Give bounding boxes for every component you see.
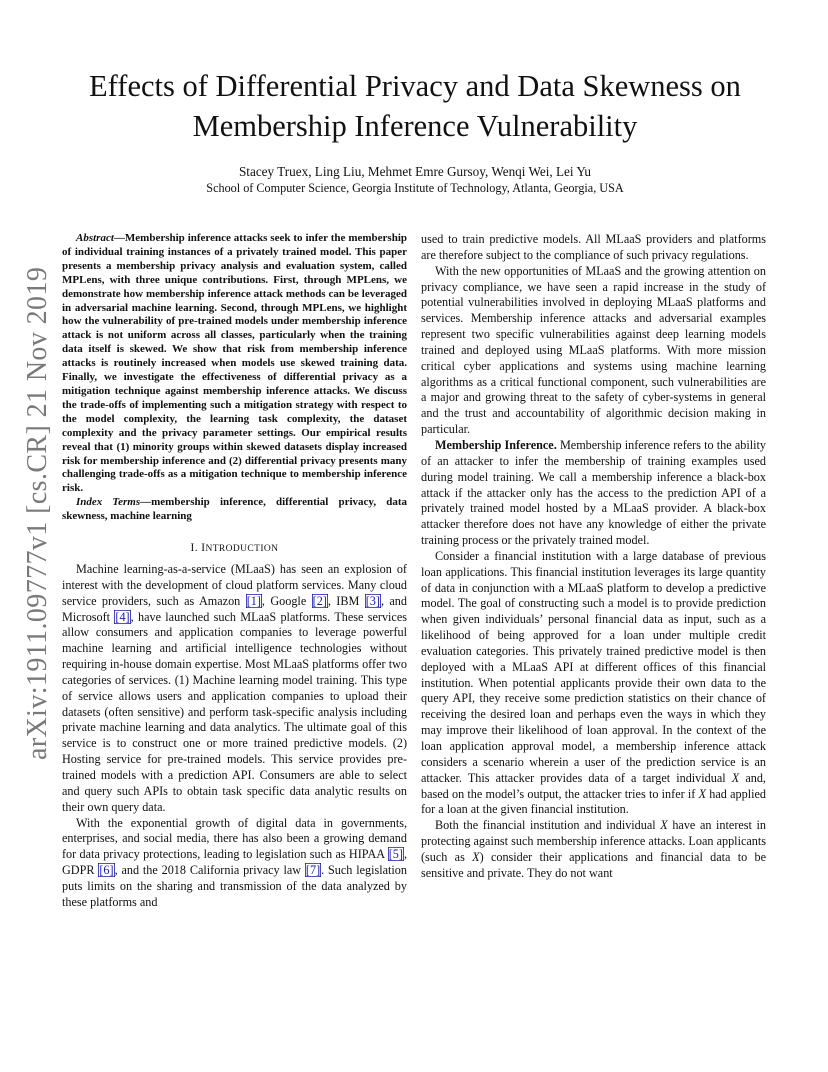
index-terms (62, 496, 407, 524)
abstract-text: —Membership inference attacks seek to infer the membership of individual training instances of a privately trained model. This paper presents a membership privacy analysis and evaluation system, called MPLens, with three unique contributions. First, through MPLens, we demonstrate how membership inference attack methods can be leveraged in adversarial machine learning. Second, through MPLens, we highlight how the vulnerability of pre-trained models under membership inference attack is not uniform across all classes, particularly when the training data itself is skewed. We show that risk from membership inference attacks is routinely increased when models use skewed training data. Finally, we investigate the effectiveness of differential privacy as a mitigation technique against membership inference attacks. We discuss the trade-offs of implementing such a mitigation strategy with respect to the model complexity, the learning task complexity, the dataset complexity and the privacy parameter settings. Our empirical results reveal that (1) minority groups within skewed datasets display increased risk for membership inference and (2) differential privacy presents many challenging trade-offs as a mitigation technique to membership inference risk. (62, 232, 407, 495)
index-terms-label: Index Terms (76, 496, 141, 509)
citation-link[interactable]: [ 3 ] (365, 594, 381, 608)
citation-link[interactable]: [ 2 ] (312, 594, 328, 608)
intro-paragraph-4: With the new opportunities of MLaaS and the growing attention on privacy compliance, we have seen a rapid increase in the study of potential vulnerabilities involved in deploying MLaaS platforms and services. Membership inference attacks and adversarial examples represent two specific vulnerabilities against deep learning models trained and deployed using MLaaS platforms. With more mission critical cyber applications and systems using machine learning algorithms as a critical functional component, such vulnerabilities are a major and growing threat to the safety of cyber-systems in general and the trust and accountability of algorithmic decision making in particular. (421, 263, 766, 437)
math-variable: X (660, 818, 668, 833)
paragraph-lead: Membership Inference. (435, 437, 557, 452)
arxiv-identifier: arXiv:1911.09777v1 [cs.CR] 21 Nov 2019 (22, 266, 53, 760)
math-variable: X (472, 849, 480, 864)
intro-paragraph-2: With the exponential growth of digital data in governments, enterprises, and social media, there has also been a growing demand for data privacy protections, leading to legislation such as HIPAA [ 5 ] , GDPR [ 6 ] , and the 2018 California privacy law [ 7 ] . Such legislation puts limits on the sharing and transmission of the data analyzed by these platforms and (62, 816, 407, 911)
citation-link[interactable]: [ 7 ] (305, 863, 321, 877)
citation-link[interactable]: [ 1 ] (246, 594, 262, 608)
math-variable: X (698, 786, 707, 801)
protection-paragraph: Both the financial institution and individual X have an interest in protecting against such membership inference attacks. Loan applicants (such as X) consider their applications and financial data to be sensitive and private. They do not want (421, 818, 766, 880)
index-terms-text: —membership inference, differential privacy, data skewness, machine learning (62, 496, 407, 523)
author-affiliation: School of Computer Science, Georgia Institute of Technology, Atlanta, Georgia, USA (206, 181, 624, 195)
abstract (62, 232, 407, 496)
abstract-label: Abstract (76, 232, 114, 244)
citation-link[interactable]: [ 5 ] (388, 847, 404, 861)
paper-title: Effects of Differential Privacy and Data Skewness on Membership Inference Vulnerability (89, 69, 741, 143)
right-column (421, 232, 766, 882)
intro-paragraph-3: used to train predictive models. All MLaaS providers and platforms are therefore subject to the compliance of such privacy regulations. (421, 232, 766, 262)
math-variable: X (731, 770, 740, 785)
citation-link[interactable]: [ 6 ] (98, 863, 114, 877)
financial-example-paragraph: Consider a financial institution with a large database of previous loan applications. This financial institution leverages its large quantity of data in conjunction with a MLaaS platform to develop a predictive model. The goal of constructing such a model is to provide prediction when given individuals’ personal financial data as input, such as a likelihood of being approved for a loan under multiple credit evaluation categories. This privately trained predictive model is then deployed with a MLaaS API at different offices of this financial institution. When potential applicants provide their own data to the query API, they receive some prediction statistics on their chance of receiving the desired loan and perhaps even the ways in which they may improve their likelihood of loan approval. In the context of the loan application approval model, a membership inference attack considers a scenario wherein a user of the prediction service is an attacker. This attacker provides data of a target individual X and, based on the model’s output, the attacker tries to infer if X had applied for a loan at the given financial institution. (421, 548, 766, 817)
author-list: Stacey Truex, Ling Liu, Mehmet Emre Gursoy, Wenqi Wei, Lei Yu (238, 164, 592, 179)
citation-link[interactable]: [ 4 ] (114, 610, 130, 624)
intro-paragraph-1: Machine learning-as-a-service (MLaaS) has seen an explosion of interest with the development of cloud platform services. Many cloud service providers, such as Amazon [ 1 ] , Google [ 2 ] , IBM [ 3 ] , and Microsoft [ 4 ] , have launched such MLaaS platforms. These services allow consumers and application companies to leverage powerful machine learning and artificial intelligence technologies without requiring in-house domain expertise. Most MLaaS platforms offer two categories of services. (1) Machine learning model training. This type of service allows users and application companies to upload their datasets (often sensitive) and perform task-specific analysis including private machine learning and data analytics. The ultimate goal of this service is to construct one or more trained predictive models. (2) Hosting service for pre-trained models. This service provides pre-trained models with a prediction API. Consumers are able to select and query such APIs to obtain task specific data analytic results on their own query data. (62, 562, 407, 816)
section-heading-introduction: I. INTRODUCTION (190, 542, 279, 555)
membership-inference-paragraph: Membership Inference. Membership inference refers to the ability of an attacker to infer the membership of training examples used during model training. We call a membership inference a black-box attack if the attacker only has the access to the prediction API of a privately trained model hosted by a MLaaS provider. A black-box attacker therefore does not have any knowledge of either the private training process or the privately trained model. (421, 437, 767, 548)
left-column (62, 232, 407, 911)
